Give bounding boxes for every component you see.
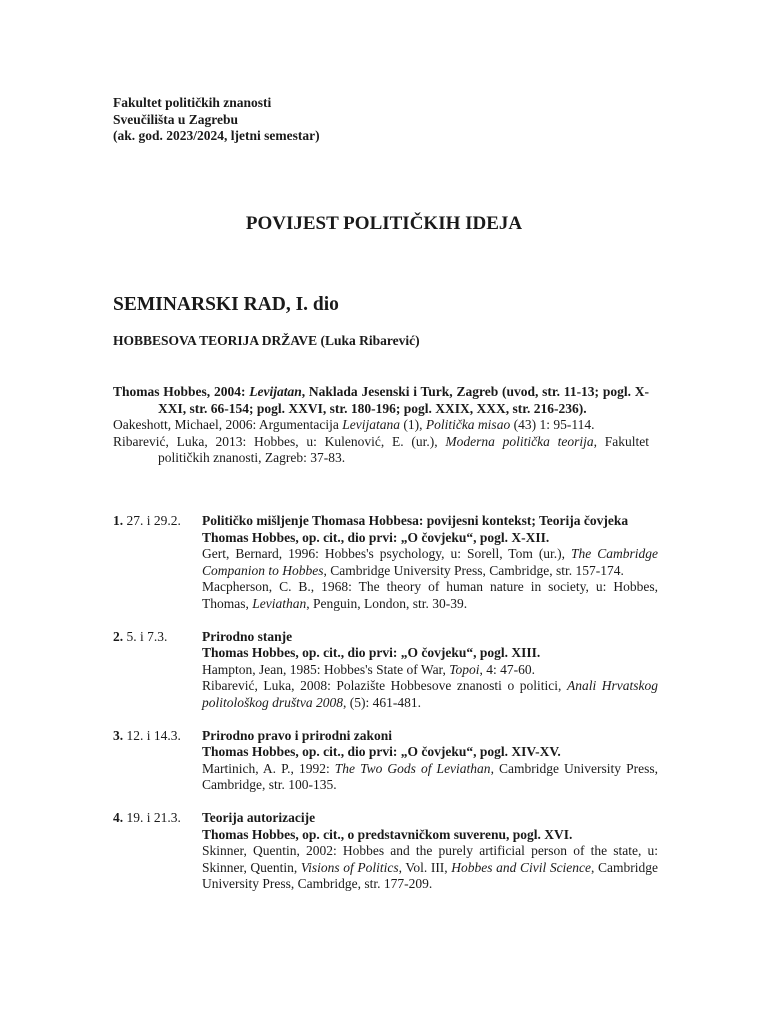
session-dates: 27. i 29.2. [123,513,181,528]
reading-title: The Cambridge Companion to Hobbes [202,546,658,578]
course-title: POVIJEST POLITIČKIH IDEJA [245,213,523,234]
session-primary-reading: Thomas Hobbes, op. cit., dio prvi: „O čovjeku“, pogl. X-XII. [202,529,550,545]
session-reading [202,761,658,794]
reading-text: , 4: 47-60. [479,661,536,677]
session-index: 4. [113,810,124,825]
session-reading [202,546,658,579]
bib-text: (43) 1: 95-114. [510,417,595,432]
session-reading [202,678,658,711]
academic-year-line: (ak. god. 2023/2024, ljetni semestar) [113,128,320,143]
session-primary-reading: Thomas Hobbes, op. cit., o predstavničkom suverenu, pogl. XVI. [202,826,573,842]
reading-title: Leviathan [252,595,307,611]
session-number [113,810,181,827]
seminar-subtitle: HOBBESOVA TEORIJA DRŽAVE (Luka Ribarević) [113,333,420,348]
bib-text: (1), [399,417,426,432]
bibliography-entry-primary [113,384,649,417]
bib-text: Thomas Hobbes, 2004: [113,384,250,399]
reading-title: Topoi [449,661,480,677]
session-body [202,810,658,893]
bib-journal: Politička misao [425,417,511,432]
session-number [113,513,181,530]
reading-title: The Two Gods of Leviathan [334,760,491,776]
reading-series-title: Hobbes and Civil Science [451,859,592,875]
session-topic: Političko mišljenje Thomasa Hobbesa: povijesni kontekst; Teorija čovjeka [202,513,629,528]
reading-title: Anali Hrvatskog politološkog društva 2008 [202,678,658,710]
bibliography-entry-oakeshott [113,417,649,434]
reading-text: , Vol. III, [398,859,452,875]
faculty-header [113,95,320,145]
session-2 [113,629,658,712]
session-dates: 19. i 21.3. [123,810,181,825]
bib-title: Levijatan [249,384,302,399]
session-list [113,513,658,909]
faculty-name-line: Fakultet političkih znanosti [113,95,272,110]
seminar-title: SEMINARSKI RAD, I. dio [113,294,339,315]
session-number [113,629,167,646]
bibliography [113,384,649,467]
reading-text: , (5): 461-481. [343,694,421,710]
reading-text: Macpherson, C. B., 1968: The theory of human nature in society, u: Hobbes, Thomas, [202,579,658,611]
reading-text: Hampton, Jean, 1985: Hobbes's State of War, [202,661,450,677]
session-index: 1. [113,513,124,528]
session-dates: 5. i 7.3. [123,628,168,644]
session-topic: Prirodno pravo i prirodni zakoni [202,727,393,743]
reading-text: Martinich, A. P., 1992: [202,760,335,776]
bib-title: Levijatana [342,417,400,432]
session-4 [113,810,658,893]
session-topic: Prirodno stanje [202,628,293,644]
session-topic: Teorija autorizacije [202,810,316,825]
session-primary-reading: Thomas Hobbes, op. cit., dio prvi: „O čovjeku“, pogl. XIII. [202,645,541,660]
session-dates: 12. i 14.3. [123,727,181,743]
reading-text: , Cambridge University Press, Cambridge, str. 100-135. [202,760,658,792]
reading-text: , Penguin, London, str. 30-39. [306,595,468,611]
university-line: Sveučilišta u Zagrebu [113,111,239,127]
reading-text: , Cambridge University Press, Cambridge, str. 177-209. [202,859,659,891]
session-3 [113,728,658,794]
reading-text: Skinner, Quentin, 2002: Hobbes and the purely artificial person of the state, u: Skinner, Quentin, [202,843,658,875]
session-reading [202,662,658,679]
session-reading [202,843,658,893]
bib-text: , Naklada Jesenski i Turk, Zagreb (uvod, str. 11-13; pogl. X-XXI, str. 66-154; pogl. XXVI, str. 180-196; pogl. XXIX, XXX, str. 216-236). [158,384,649,416]
session-reading [202,579,658,612]
bib-title: Moderna politička teorija [445,433,594,449]
reading-title: Visions of Politics [300,859,399,875]
bibliography-entry-ribarevic [113,434,649,467]
session-index: 2. [113,628,124,644]
reading-text: , Cambridge University Press, Cambridge, str. 157-174. [323,562,624,578]
reading-text: Ribarević, Luka, 2008: Polazište Hobbesove znanosti o politici, [202,678,567,693]
session-primary-reading: Thomas Hobbes, op. cit., dio prvi: „O čovjeku“, pogl. XIV-XV. [202,744,561,759]
reading-text: Gert, Bernard, 1996: Hobbes's psychology, u: Sorell, Tom (ur.), [202,546,572,561]
bib-text: Ribarević, Luka, 2013: Hobbes, u: Kulenović, E. (ur.), [113,433,446,449]
session-body [202,513,658,612]
session-body [202,629,658,712]
session-index: 3. [113,727,124,743]
bib-text: Oakeshott, Michael, 2006: Argumentacija [113,417,343,432]
session-number [113,728,181,745]
session-1 [113,513,658,612]
session-body [202,728,658,794]
bib-text: , Fakultet političkih znanosti, Zagreb: 37-83. [158,433,650,465]
